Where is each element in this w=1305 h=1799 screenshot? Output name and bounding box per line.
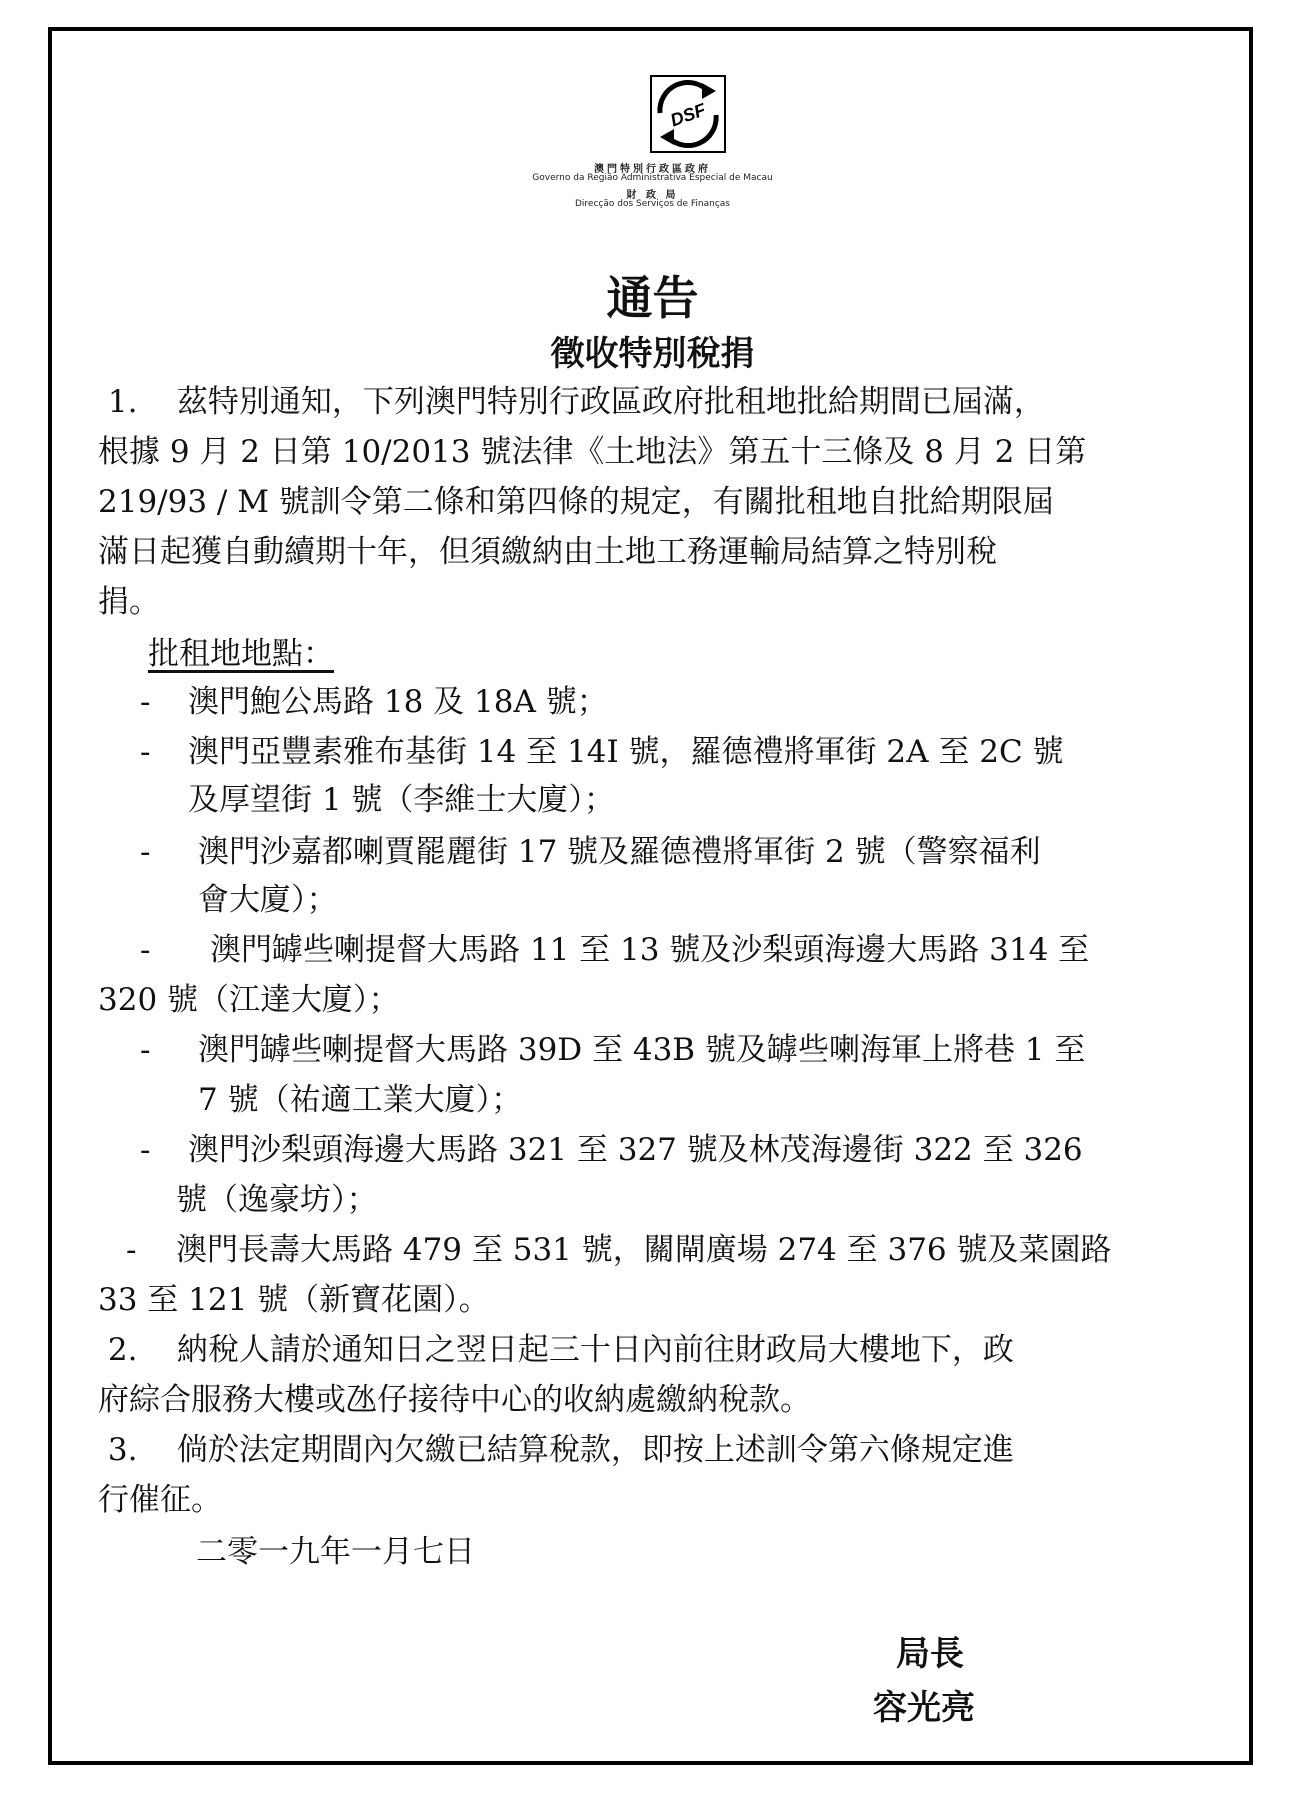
list-bullet: -	[140, 734, 151, 770]
locations-label: 批租地地點：	[148, 636, 334, 672]
list-bullet: -	[140, 1132, 151, 1168]
para2-line1: 2. 納稅人請於通知日之翌日起三十日內前往財政局大樓地下，政	[98, 1332, 1014, 1368]
location-item-7-line1: 澳門長壽大馬路 479 至 531 號，關閘廣場 274 至 376 號及菜園路	[176, 1232, 1112, 1268]
location-item-4-line2: 320 號（江達大廈）；	[98, 982, 400, 1018]
location-item-2-line2: 及厚望街 1 號（李維士大廈）；	[188, 782, 615, 818]
list-bullet: -	[140, 932, 151, 968]
location-item-2-line1: 澳門亞豐素雅布基街 14 至 14I 號，羅德禮將軍街 2A 至 2C 號	[188, 734, 1064, 770]
location-item-4-line1: 澳門罅些喇提督大馬路 11 至 13 號及沙梨頭海邊大馬路 314 至	[210, 932, 1090, 968]
org-name-chinese: 澳門特別行政區政府	[594, 164, 711, 175]
notice-date: 二零一九年一月七日	[196, 1534, 475, 1570]
logo-text: DSF	[667, 99, 709, 131]
org-name-portuguese: Governo da Região Administrativa Especial de Macau	[532, 173, 773, 183]
para3-line2: 行催征。	[98, 1482, 222, 1518]
signatory-name: 容光亮	[873, 1688, 975, 1728]
list-bullet: -	[140, 1032, 151, 1068]
list-bullet: -	[140, 834, 151, 870]
para1-line4: 滿日起獲自動續期十年，但須繳納由土地工務運輸局結算之特別稅	[98, 534, 997, 570]
location-item-5-line2: 7 號（祐適工業大廈）；	[198, 1082, 523, 1118]
notice-subtitle: 徵收特別稅捐	[550, 334, 755, 374]
location-item-5-line1: 澳門罅些喇提督大馬路 39D 至 43B 號及罅些喇海軍上將巷 1 至	[198, 1032, 1086, 1068]
signatory-title: 局長	[896, 1634, 964, 1674]
dsf-logo	[650, 75, 726, 153]
notice-title: 通告	[606, 271, 699, 325]
para3-line1: 3. 倘於法定期間內欠繳已結算稅款，即按上述訓令第六條規定進	[98, 1432, 1014, 1468]
para1-line5: 捐。	[98, 584, 160, 620]
location-item-3-line2: 會大廈）；	[198, 882, 338, 918]
location-item-7-line2: 33 至 121 號（新寶花園）。	[98, 1282, 490, 1318]
location-item-3-line1: 澳門沙嘉都喇賈罷麗街 17 號及羅德禮將軍街 2 號（警察福利	[198, 834, 1041, 870]
location-item-6-line2: 號（逸豪坊）；	[176, 1182, 378, 1218]
para1-line1: 1. 茲特別通知，下列澳門特別行政區政府批租地批給期間已屆滿，	[98, 384, 1045, 420]
dept-name-chinese: 財 政 局	[626, 190, 679, 201]
list-bullet: -	[126, 1232, 137, 1268]
dept-name-portuguese: Direcção dos Serviços de Finanças	[574, 199, 730, 209]
list-bullet: -	[140, 684, 151, 720]
location-item-1: 澳門鮑公馬路 18 及 18A 號；	[188, 684, 608, 720]
para2-line2: 府綜合服務大樓或氹仔接待中心的收納處繳納稅款。	[98, 1382, 811, 1418]
location-item-6-line1: 澳門沙梨頭海邊大馬路 321 至 327 號及林茂海邊街 322 至 326	[188, 1132, 1083, 1168]
para1-line2: 根據 9 月 2 日第 10/2013 號法律《土地法》第五十三條及 8 月 2 日第	[98, 434, 1087, 470]
para1-line3: 219/93 / M 號訓令第二條和第四條的規定，有關批租地自批給期限屆	[98, 484, 1054, 520]
